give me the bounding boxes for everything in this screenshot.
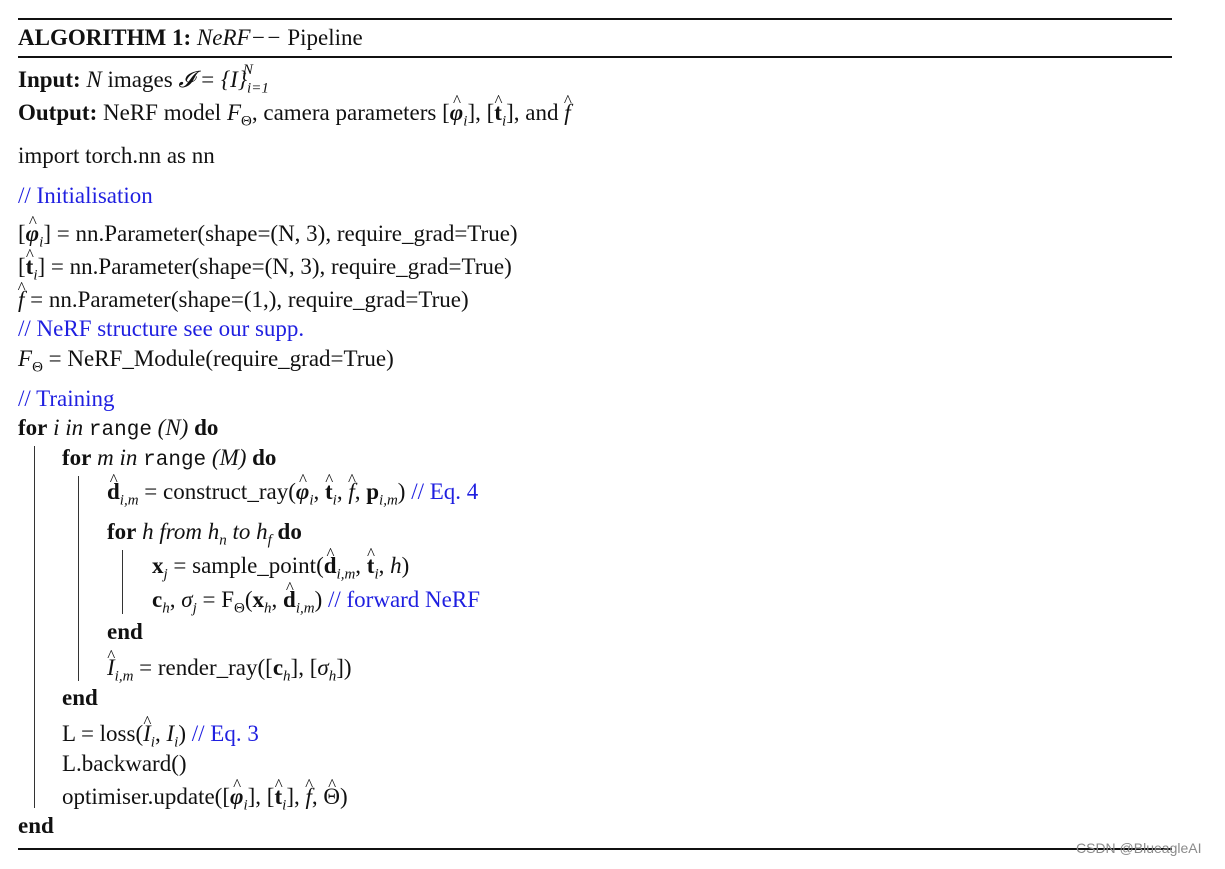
comment-initialisation: // Initialisation [18, 183, 153, 208]
render-ray-line: ^ $I_{i,m}$ = $render\_ray([c_h]$, $[\sigma_h]$) [107, 654, 352, 682]
input-line [18, 62, 269, 97]
input-math: 𝓘 = {I} [178, 67, 248, 92]
module-init-line: $F_\Theta$ = NeRF_Module(require_grad=True) [18, 346, 394, 376]
t-init-line: [^ $t_i$] = nn.Parameter(shape=(N, 3), require_grad=True) [18, 253, 512, 281]
loop-i-bar [34, 446, 35, 808]
end-i: end [18, 813, 54, 838]
end-h: end [107, 619, 143, 644]
module-init-text: = NeRF_Module(require_grad=True) [42, 346, 394, 371]
phi-init-text: ] = nn.Parameter(shape=(N, 3), require_grad=True) [43, 221, 518, 246]
input-sub: i=1 [247, 80, 269, 97]
for-i-line: for i in range (N) do [18, 415, 219, 442]
input-sup: N [242, 62, 253, 79]
input-label: Input: [18, 67, 81, 92]
construct-ray-line: ^ $d_{i,m}$ = construct_ray(^ $\varphi_i$, ^ $t_i$, ^ f, $p_{i,m}$) // Eq. 4 [107, 478, 478, 506]
for-h-line: for h from $h_n$ to $h_f$ do [107, 519, 302, 549]
f-init-line: ^ f = nn.Parameter(shape=(1,), require_grad=True) [18, 286, 469, 314]
f-init-text: = nn.Parameter(shape=(1,), require_grad=True) [24, 287, 469, 312]
output-line: Output: NeRF model $F_\Theta$, camera parameters [^ $\varphi_i$], [^ $t_i$], and ^ f [18, 99, 571, 127]
end-m: end [62, 685, 98, 710]
backward-line: L.backward() [62, 751, 187, 776]
loss-line: L = loss(^ $I_i$, $I_i$) // Eq. 3 [62, 720, 259, 748]
title-rule [18, 56, 1172, 58]
for-m-line: for m in range (M) do [62, 445, 277, 472]
algorithm-label: ALGORITHM 1: [18, 25, 192, 50]
algorithm-name: NeRF−− [196, 25, 282, 50]
optimiser-line: optimiser.update([^ $\varphi_i$], [^ $t_i$], ^ f, ^ Θ) [62, 783, 348, 811]
top-rule [18, 18, 1172, 20]
input-n: N [86, 67, 102, 92]
loop-h-bar [122, 550, 123, 614]
algorithm-title [18, 24, 363, 52]
watermark: CSDN @BlueagleAI [1076, 840, 1202, 856]
comment-eq4: // Eq. 4 [411, 479, 479, 504]
sample-point-line: $x_j$ = sample_point(^ $d_{i,m}$, ^ $t_i$, h) [152, 552, 409, 580]
comment-structure: // NeRF structure see our supp. [18, 316, 305, 341]
for-keyword: for [18, 415, 48, 440]
comment-eq3: // Eq. 3 [191, 721, 259, 746]
bottom-rule [18, 848, 1172, 850]
do-keyword: do [194, 415, 219, 440]
phi-init-line: [^ $\varphi_i$] = nn.Parameter(shape=(N, 3), require_grad=True) [18, 220, 518, 248]
comment-forward: // forward NeRF [327, 587, 481, 612]
forward-line: $c_h$, $\sigma_j = F_\Theta(x_h$, ^ $d_{i,m}$) // forward NeRF [152, 586, 480, 614]
algorithm-suffix: Pipeline [287, 25, 363, 50]
input-text: images [101, 67, 179, 92]
loop-m-bar [78, 476, 79, 681]
comment-training: // Training [18, 386, 115, 411]
t-init-text: ] = nn.Parameter(shape=(N, 3), require_grad=True) [37, 254, 512, 279]
output-label: Output: [18, 100, 98, 125]
import-line: import torch.nn as nn [18, 143, 215, 168]
